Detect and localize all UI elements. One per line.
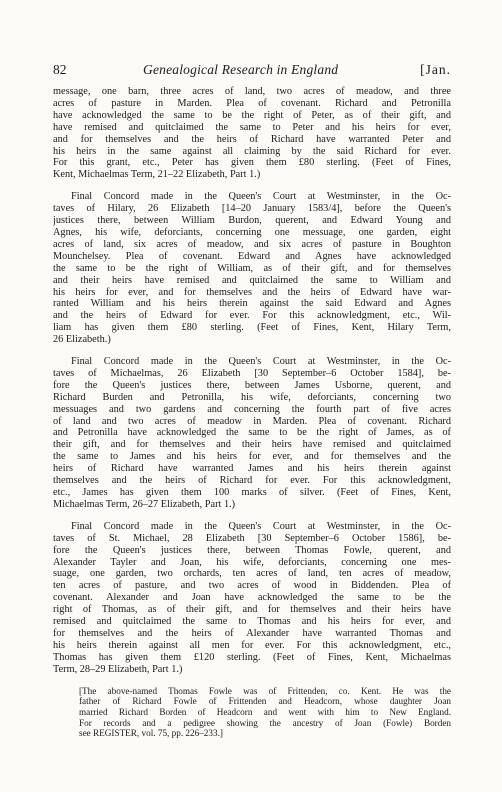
- page-number: 82: [53, 62, 67, 77]
- running-date: [Jan.: [420, 62, 451, 77]
- text-line: of land and two acres of meadow in Marden. Plea of covenant. Richard: [53, 415, 451, 427]
- text-line: Richard Burden and Petronilla, his wife, deforciants, concerning two: [53, 391, 451, 403]
- text-line: For records and a pedigree showing the ancestry of Joan (Fowle) Borden: [79, 717, 451, 728]
- text-line: father of Richard Fowle of Frittenden and Headcorn, whose daughter Joan: [79, 696, 451, 707]
- editorial-note: [53, 686, 451, 740]
- text-line: Final Concord made in the Queen's Court at Westminster, in the Oc-: [71, 520, 451, 532]
- text-line: fore the Queen's justices there, between James Usborne, querent, and: [53, 379, 451, 391]
- body-text: [53, 86, 451, 739]
- text-line: Final Concord made in the Queen's Court at Westminster, in the Oc-: [71, 356, 451, 368]
- text-line: Term, 28–29 Elizabeth, Part 1.): [53, 663, 183, 675]
- text-line: messuages and two gardens and concerning the fourth part of five acres: [53, 403, 451, 415]
- text-line: have remised and quitclaimed the same to Peter and his heirs for ever,: [53, 121, 451, 133]
- text-line: remised and quitclaimed the same to Thomas and his heirs for ever, and: [53, 616, 451, 628]
- text-line: the same to James and his heirs for ever, and for themselves and the: [53, 451, 451, 463]
- text-line: for themselves and the heirs of Alexander have warranted Thomas and: [53, 627, 451, 639]
- paragraph-concord-1583: [53, 191, 451, 346]
- text-line: taves of St. Michael, 28 Elizabeth [30 September–6 October 1586], be-: [53, 532, 451, 544]
- text-line: acres of pasture in Marden. Plea of covenant. Richard and Petronilla: [53, 97, 451, 109]
- paragraph-continuation: [53, 86, 451, 181]
- text-line: see REGISTER, vol. 75, pp. 226–233.]: [79, 728, 223, 739]
- text-line: ten acres of pasture, and two acres of wood in Biddenden. Plea of: [53, 580, 451, 592]
- text-line: his heirs therein against all men for ever. For this acknowledgment, etc.,: [53, 639, 451, 651]
- text-line: Thomas has given them £120 sterling. (Feet of Fines, Kent, Michaelmas: [53, 651, 451, 663]
- text-line: suage, one garden, two orchards, ten acres of land, ten acres of meadow,: [53, 568, 451, 580]
- text-line: right of Thomas, as of their gift, and for themselves and their heirs have: [53, 604, 451, 616]
- text-line: 26 Elizabeth.): [53, 334, 111, 346]
- text-line: and the heirs of Edward for ever. For this acknowledgment, etc., Wil-: [53, 310, 451, 322]
- text-line: justices there, between William Burdon, querent, and Edward Young and: [53, 215, 451, 227]
- text-line: Final Concord made in the Queen's Court at Westminster, in the Oc-: [71, 191, 451, 203]
- text-line: fore the Queen's justices there, between Thomas Fowle, querent, and: [53, 544, 451, 556]
- paragraph-concord-1584: [53, 356, 451, 511]
- text-line: the same to be the right of William, as of their gift, and for themselves: [53, 262, 451, 274]
- text-line: etc., James has given them 100 marks of silver. (Feet of Fines, Kent,: [53, 487, 451, 498]
- text-line: and for themselves and the heirs of Richard have warranted Peter and: [53, 133, 451, 145]
- text-line: Michaelmas Term, 26–27 Elizabeth, Part 1.): [53, 498, 236, 510]
- text-line: their gift, and for themselves and their heirs have remised and quitclaimed: [53, 439, 451, 451]
- text-line: liam has given them £80 sterling. (Feet of Fines, Kent, Hilary Term,: [53, 322, 451, 334]
- paragraph-concord-1586: [53, 521, 451, 676]
- text-line: message, one barn, three acres of land, two acres of meadow, and three: [53, 86, 451, 97]
- text-line: ranted William and his heirs therein against the said Edward and Agnes: [53, 298, 451, 310]
- text-line: For this grant, etc., Peter has given them £80 sterling. (Feet of Fines,: [53, 157, 451, 169]
- page: [53, 62, 451, 739]
- text-line: themselves and the heirs of Richard for ever. For this acknowledgment,: [53, 475, 451, 487]
- text-line: and Petronilla have acknowledged the same to be the right of James, as of: [53, 427, 451, 439]
- text-line: Kent, Michaelmas Term, 21–22 Elizabeth, Part 1.): [53, 169, 261, 181]
- text-line: and their heirs have remised and quitclaimed the same to William and: [53, 274, 451, 286]
- running-title: Genealogical Research in England: [143, 62, 339, 77]
- text-line: Alexander Tayler and Joan, his wife, deforciants, concerning one mes-: [53, 556, 451, 568]
- text-line: married Richard Borden of Headcorn and went with him to New England.: [79, 707, 451, 717]
- text-line: [The above-named Thomas Fowle was of Frittenden, co. Kent. He was the: [79, 685, 451, 696]
- running-head: [53, 62, 451, 82]
- text-line: Mounchelsey. Plea of covenant. Edward and Agnes have acknowledged: [53, 250, 451, 262]
- text-line: acres of land, six acres of meadow, and six acres of pasture in Boughton: [53, 238, 451, 250]
- text-line: his heirs in the same against all claiming by the said Richard for ever.: [53, 145, 451, 157]
- text-line: taves of Michaelmas, 26 Elizabeth [30 September–6 October 1584], be-: [53, 367, 451, 379]
- text-line: his heirs for ever, and for themselves and the heirs of Edward have war-: [53, 286, 451, 298]
- text-line: covenant. Alexander and Joan have acknowledged the same to be the: [53, 592, 451, 604]
- text-line: heirs of Richard have warranted James and his heirs therein against: [53, 463, 451, 475]
- text-line: taves of Hilary, 26 Elizabeth [14–20 January 1583/4], before the Queen's: [53, 203, 451, 215]
- text-line: have acknowledged the same to be the right of Peter, as of their gift, and: [53, 109, 451, 121]
- text-line: Agnes, his wife, deforciants, concerning one messuage, one garden, eight: [53, 226, 451, 238]
